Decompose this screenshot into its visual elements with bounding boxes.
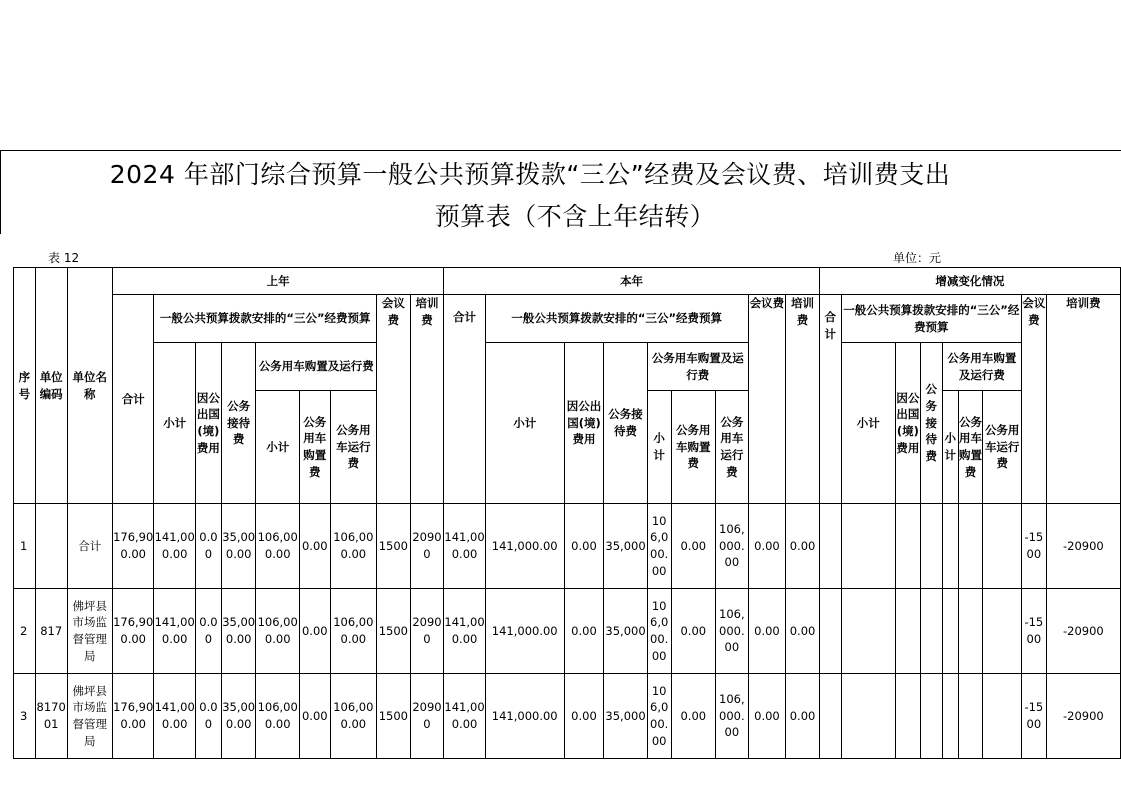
page-title: 2024 年部门综合预算一般公共预算拨款“三公”经费及会议费、培训费支出: [109, 160, 951, 189]
cell-value: 35,000.00: [221, 589, 256, 674]
header-ch-subtotal: 小计: [841, 343, 895, 504]
cell-value: 106,000.00: [330, 504, 376, 589]
header-ty-total: 合计: [444, 295, 486, 504]
top-rule: [0, 150, 1121, 151]
cell-value: 176,900.00: [112, 674, 154, 759]
cell-value: 141,000.00: [485, 504, 564, 589]
cell-name: 佛坪县市场监督管理局: [67, 674, 112, 759]
cell-value: [958, 589, 983, 674]
cell-value: 20900: [410, 504, 444, 589]
cell-value: [819, 504, 841, 589]
header-ly-reception: 公务接待费: [221, 343, 256, 504]
header-ly-vehicle-subtotal: 小计: [256, 391, 299, 504]
cell-value: 0.00: [671, 674, 715, 759]
header-ch-vehicle: 公务用车购置及运行费: [942, 343, 1021, 391]
table-row: [14, 589, 1121, 674]
cell-value: 141,000.00: [485, 674, 564, 759]
cell-value: 20900: [410, 589, 444, 674]
header-ch-reception: 公务接待费: [920, 343, 942, 504]
cell-value: 0.00: [299, 504, 330, 589]
header-ly-abroad: 因公出国(境)费用: [195, 343, 221, 504]
cell-value: 141,000.00: [444, 504, 486, 589]
table-row: [14, 504, 1121, 589]
cell-seq: 3: [14, 674, 36, 759]
header-ly-training: 培训费: [410, 295, 444, 504]
cell-value: [942, 674, 958, 759]
header-ty-meeting: 会议费: [748, 295, 786, 504]
cell-value: 106,000.00: [647, 504, 671, 589]
cell-value: 106,000.00: [330, 589, 376, 674]
cell-value: -1500: [1021, 589, 1046, 674]
cell-value: 0.00: [195, 589, 221, 674]
cell-code: 817001: [35, 674, 67, 759]
cell-value: -20900: [1046, 674, 1120, 759]
cell-value: -20900: [1046, 589, 1120, 674]
header-ty-three-public: 一般公共预算拨款安排的“三公”经费预算: [485, 295, 748, 343]
cell-value: 35,000.00: [221, 504, 256, 589]
cell-value: 141,000.00: [154, 674, 196, 759]
cell-value: 35,000.00: [221, 674, 256, 759]
cell-value: 0.00: [786, 504, 820, 589]
header-ty-training: 培训费: [786, 295, 820, 504]
cell-value: 141,000.00: [444, 674, 486, 759]
cell-value: 106,000.00: [256, 589, 299, 674]
header-ly-subtotal: 小计: [154, 343, 196, 504]
cell-value: 0.00: [564, 589, 604, 674]
cell-value: [958, 504, 983, 589]
cell-value: [841, 504, 895, 589]
cell-value: 141,000.00: [485, 589, 564, 674]
cell-name: 合计: [67, 504, 112, 589]
header-ly-vehicle-operation: 公务用车运行费: [330, 391, 376, 504]
header-ch-vehicle-subtotal: 小计: [942, 391, 958, 504]
header-ty-vehicle: 公务用车购置及运行费: [647, 343, 748, 391]
cell-value: 106,000.00: [716, 589, 749, 674]
cell-value: 106,000.00: [256, 674, 299, 759]
cell-value: 106,000.00: [716, 674, 749, 759]
header-this-year: 本年: [444, 268, 820, 295]
cell-value: 176,900.00: [112, 589, 154, 674]
header-ch-abroad: 因公出国(境)费用: [895, 343, 920, 504]
header-ch-vehicle-purchase: 公务用车购置费: [958, 391, 983, 504]
cell-value: 0.00: [786, 589, 820, 674]
cell-value: 0.00: [671, 504, 715, 589]
cell-value: 1500: [377, 504, 411, 589]
cell-value: 0.00: [564, 674, 604, 759]
cell-value: [895, 674, 920, 759]
header-ty-reception: 公务接待费: [604, 343, 647, 504]
header-ly-total: 合计: [112, 295, 154, 504]
cell-value: 106,000.00: [256, 504, 299, 589]
cell-value: [983, 589, 1022, 674]
header-ch-training: 培训费: [1046, 295, 1120, 504]
cell-value: 0.00: [671, 589, 715, 674]
cell-value: 106,000.00: [647, 674, 671, 759]
cell-value: [920, 504, 942, 589]
header-ch-meeting: 会议费: [1021, 295, 1046, 504]
cell-value: [895, 589, 920, 674]
table-number: 表 12: [48, 251, 80, 265]
cell-value: 35,000: [604, 674, 647, 759]
cell-value: 0.00: [786, 674, 820, 759]
header-ty-vehicle-subtotal: 小计: [647, 391, 671, 504]
cell-value: 141,000.00: [154, 504, 196, 589]
cell-value: 176,900.00: [112, 504, 154, 589]
header-unit-code: 单位编码: [35, 268, 67, 504]
cell-value: -20900: [1046, 504, 1120, 589]
cell-value: 0.00: [748, 674, 786, 759]
cell-value: 0.00: [748, 504, 786, 589]
header-ly-three-public: 一般公共预算拨款安排的“三公”经费预算: [154, 295, 377, 343]
header-ly-vehicle-purchase: 公务用车购置费: [299, 391, 330, 504]
cell-value: [819, 589, 841, 674]
header-ty-vehicle-purchase: 公务用车购置费: [671, 391, 715, 504]
cell-value: [983, 504, 1022, 589]
header-ty-vehicle-operation: 公务用车运行费: [716, 391, 749, 504]
cell-value: 0.00: [299, 674, 330, 759]
cell-value: [819, 674, 841, 759]
cell-value: [895, 504, 920, 589]
budget-table: [13, 267, 1121, 759]
header-change: 增减变化情况: [819, 268, 1120, 295]
cell-value: 35,000: [604, 504, 647, 589]
header-unit-name: 单位名称: [67, 268, 112, 504]
cell-code: [35, 504, 67, 589]
header-ch-vehicle-operation: 公务用车运行费: [983, 391, 1022, 504]
cell-value: [942, 504, 958, 589]
header-ty-abroad: 因公出国(境)费用: [564, 343, 604, 504]
header-seq: 序号: [14, 268, 36, 504]
cell-value: 0.00: [195, 674, 221, 759]
header-last-year: 上年: [112, 268, 443, 295]
cell-value: -1500: [1021, 504, 1046, 589]
cell-value: -1500: [1021, 674, 1046, 759]
page-subtitle: 预算表（不含上年结转）: [434, 202, 716, 231]
cell-value: [920, 674, 942, 759]
cell-value: [958, 674, 983, 759]
header-ty-subtotal: 小计: [485, 343, 564, 504]
table-row: [14, 674, 1121, 759]
cell-value: 35,000: [604, 589, 647, 674]
cell-value: [841, 674, 895, 759]
cell-value: 1500: [377, 674, 411, 759]
header-ly-vehicle: 公务用车购置及运行费: [256, 343, 377, 391]
cell-name: 佛坪县市场监督管理局: [67, 589, 112, 674]
cell-value: 141,000.00: [444, 589, 486, 674]
cell-value: [942, 589, 958, 674]
cell-value: 0.00: [748, 589, 786, 674]
cell-value: 20900: [410, 674, 444, 759]
cell-value: [841, 589, 895, 674]
cell-value: [983, 674, 1022, 759]
cell-code: 817: [35, 589, 67, 674]
cell-value: 1500: [377, 589, 411, 674]
cell-value: 106,000.00: [330, 674, 376, 759]
cell-value: 106,000.00: [647, 589, 671, 674]
header-ch-total: 合计: [819, 295, 841, 504]
cell-value: 0.00: [299, 589, 330, 674]
cell-value: 0.00: [195, 504, 221, 589]
cell-value: 141,000.00: [154, 589, 196, 674]
cell-value: 0.00: [564, 504, 604, 589]
header-ly-meeting: 会议费: [377, 295, 411, 504]
cell-value: 106,000.00: [716, 504, 749, 589]
cell-value: [920, 589, 942, 674]
cell-seq: 1: [14, 504, 36, 589]
unit-label: 单位：元: [893, 251, 942, 265]
cell-seq: 2: [14, 589, 36, 674]
header-ch-three-public: 一般公共预算拨款安排的“三公”经费预算: [841, 295, 1021, 343]
